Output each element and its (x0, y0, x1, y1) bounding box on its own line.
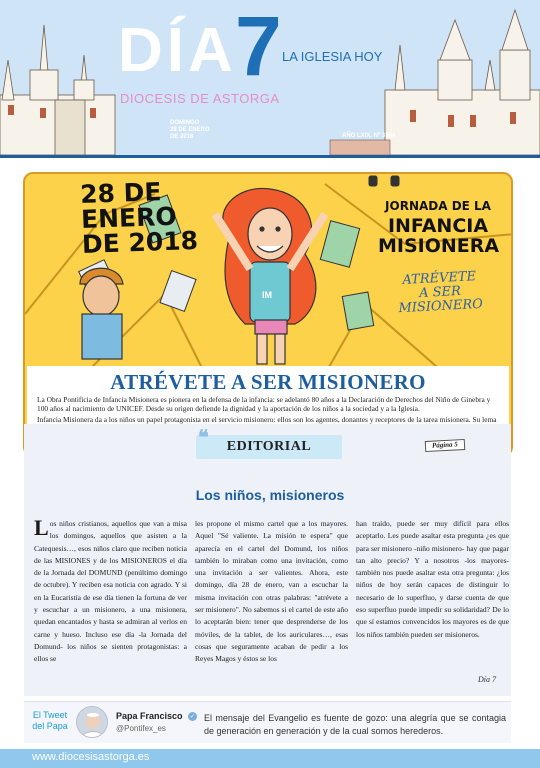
hero-paragraph: Infancia Misionera da a los niños un papel protagonista en el servicio misionero: ellos son los agentes, donantes y receptores de la tarea misionera. Su lema (37, 415, 497, 425)
tweet-section-label: El Tweet del Papa (32, 710, 68, 731)
editorial-title: Los niños, misioneros (195, 487, 345, 503)
tweet-author-name: Papa Francisco (116, 711, 183, 721)
header-divider (0, 155, 540, 158)
website-link[interactable]: www.diocesisastorga.es (32, 751, 150, 763)
issue-number: AÑO LXIX. Nº 3584 (342, 133, 396, 139)
diocese-name: DIOCESIS DE ASTORGA (120, 91, 280, 106)
hero-paragraph: La Obra Pontificia de Infancia Misionera es pionera en la defensa de la infancia: se adelantó 80 años a la Declaración de Derechos del Niño de Ginebra y 100 años al nacimiento de UNICEF. Desde su origen defiende la dignidad y la aportación de los niños a la sociedad y a la Iglesia. (37, 395, 491, 413)
quote-icon: ❝ (198, 427, 209, 449)
masthead-number: 7 (235, 0, 282, 93)
issue-date: DOMINGO 28 DE ENERO DE 2018 (170, 120, 210, 140)
editorial-column: Los niños cristianos, aquellos que van a misa los domingos, aquellos que asisten a la Catequesis…, esos niños claro que reciben noticia de las MISIONES y de los MISIONEROS el día de la Jornada del DOMUND (penúltimo domingo de octubre). Y reciben esa noticia con agrado. Y si en la Eucaristía de ese día tienen la fortuna de ver y escuchar a un misionero, a una misionera, quedan encantados y hasta se admiran al verlos en carne y hueso. Incluso ese día -la Jornada del Domund- los niños se sienten protagonistas: a ellos se (34, 515, 187, 664)
tweet-handle[interactable]: @Pontifex_es (116, 724, 166, 733)
editorial-column: les propone el mismo cartel que a los mayores. Aquel "Sé valiente. La misión te espera" que aparecía en el cartel del Domund, los niños también lo miraban como una invitación, como una invitación a ser valientes. Ahora, este domingo, día 28 de enero, van a escuchar la misma invitación con otras palabras: "atrévete a ser misionero". No sabemos si el cartel de este año lo aceptarán bien: tener que desprenderse de los móviles, de la tablet, de los auriculares…, esas cosas que seguramente acaban de pedir a los Reyes Magos y éstos se los (195, 519, 348, 664)
editorial-signature: Día 7 (478, 675, 496, 684)
masthead-tagline: LA IGLESIA HOY (282, 49, 383, 64)
avatar (76, 706, 108, 738)
editorial-column: han traído, puede ser muy difícil para ellos aceptarlo. Les puede asaltar esta pregunta ¿es que para ser misionero -niño misionero- hay que pagar tan alto precio? Y a nosotros -los mayores- también nos puede asaltar esta otra pregunta: ¿los niños de hoy serán capaces de distinguir lo necesario de lo superfluo, y darse cuenta de que eso superfluo puede impedir su solidaridad? De lo que sí estamos convencidos los mayores es de que los niños también pueden ser misioneros. (356, 519, 509, 639)
hero-card (23, 172, 513, 457)
masthead (0, 0, 540, 155)
drop-cap: L (34, 515, 49, 540)
tweet-text: El mensaje del Evangelio es fuente de gozo: una alegría que se contagia de generación en generación y de la cual somos herederos. (204, 713, 506, 736)
masthead-title: DÍA (118, 16, 237, 85)
footer-bar (0, 749, 540, 768)
campaign-motto: ATRÉVETE A SER MISIONERO (398, 269, 484, 317)
page-reference-link[interactable]: Página 5 (425, 439, 465, 452)
verified-icon: ✓ (189, 713, 196, 720)
jornada-title: JORNADA DE LA INFANCIA MISIONERA (378, 199, 500, 257)
shirt-logo: IM (262, 290, 272, 300)
pope-tweet (24, 701, 511, 743)
hero-headline: ATRÉVETE A SER MISIONERO (110, 370, 426, 394)
editorial-label: EDITORIAL (196, 435, 342, 459)
hero-date: 28 DE ENERO DE 2018 (79, 177, 199, 260)
